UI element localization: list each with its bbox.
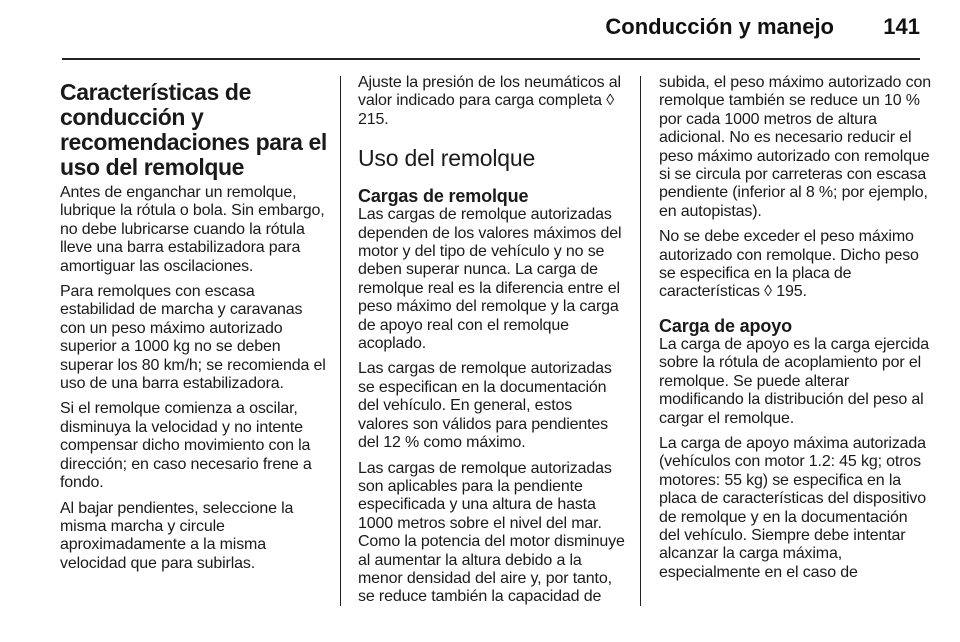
paragraph: Las cargas de remolque autorizadas dependen de los valores máximos del motor y del tipo de vehículo y no se deben superar nunca. La carga de remolque real es la diferencia entre el peso máximo del remolque y la carga de apoyo real con el remolque acoplado. (358, 206, 622, 353)
paragraph: Para remolques con escasa estabilidad de marcha y caravanas con un peso máximo autorizado superior a 1000 kg no se deben superar los 80 km/h; se recomienda el uso de una barra estabilizadora. (60, 283, 326, 393)
column-3 (659, 74, 931, 589)
paragraph: La carga de apoyo es la carga ejercida sobre la rótula de acoplamiento por el remolque. Se puede alterar modificando la distribución del peso al cargar el remolque. (659, 335, 930, 427)
paragraph: Si el remolque comienza a oscilar, disminuya la velocidad y no intente compensar dicho movimiento con la dirección; en caso necesario frene a fondo. (60, 400, 312, 492)
paragraph: Antes de enganchar un remolque, lubrique la rótula o bola. Sin embargo, no debe lubricarse cuando la rótula lleve una barra estabilizadora para amortiguar las oscilaciones. (60, 184, 325, 275)
paragraph-intro: Ajuste la presión de los neumáticos al valor indicado para carga completa ◊ 215. (358, 74, 621, 128)
column-2 (358, 74, 626, 614)
subheading-trailer-loads: Cargas de remolque (358, 186, 529, 207)
paragraph: No se debe exceder el peso máximo autorizado con remolque. Dicho peso se especifica en la placa de características ◊ 195. (659, 228, 919, 301)
header-title: Conducción y manejo (605, 14, 834, 39)
header-rule (62, 58, 920, 60)
subheading-support-load: Carga de apoyo (659, 315, 792, 336)
section-heading-trailer-use: Uso del remolque (358, 145, 536, 172)
column-divider-left (340, 76, 341, 606)
paragraph: Las cargas de remolque autorizadas son aplicables para la pendiente especificada y una altura de hasta 1000 metros sobre el nivel del mar. Como la potencia del motor disminuye al aumentar la altura debido a la menor densidad del aire y, por tanto, se reduce también la capacidad de (358, 459, 625, 606)
page-header (0, 0, 960, 60)
page-number: 141 (883, 14, 920, 39)
column-divider-right (640, 76, 641, 606)
column-1 (60, 74, 328, 580)
paragraph: subida, el peso máximo autorizado con remolque también se reduce un 10 % por cada 1000 metros de altura adicional. No es necesario reducir el peso máximo autorizado con remolque si se circula por carreteras con escasa pendiente (inferior al 8 %; por ejemplo, en autopistas). (659, 74, 931, 220)
section-heading-driving-tips: Características de conducción y recomendaciones para el uso del remolque (60, 79, 327, 180)
paragraph: Al bajar pendientes, seleccione la misma marcha y circule aproximadamente a la misma velocidad que para subirlas. (60, 499, 294, 572)
paragraph: Las cargas de remolque autorizadas se especifican en la documentación del vehículo. En general, estos valores son válidos para pendientes del 12 % como máximo. (358, 360, 612, 452)
paragraph: La carga de apoyo máxima autorizada (vehículos con motor 1.2: 45 kg; otros motores: 55 kg) se especifica en la placa de características del dispositivo de remolque y en la documentación del vehículo. Siempre debe intentar alcanzar la carga máxima, especialmente en el caso de (659, 434, 927, 581)
